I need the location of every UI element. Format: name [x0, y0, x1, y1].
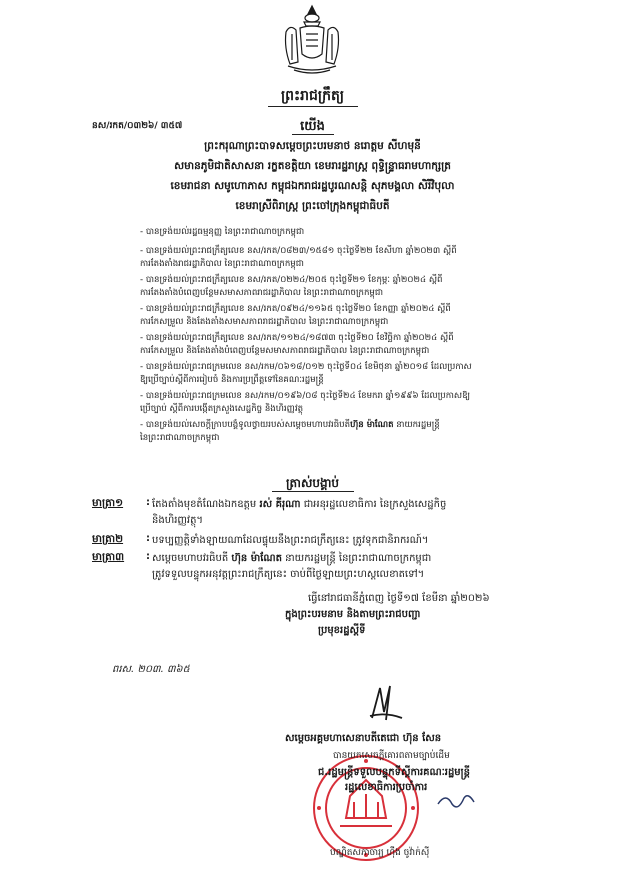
- king-title-line: ខេមរាស្រីពិរាស្ត្រ ព្រះចៅក្រុងកម្ពុជាធិបតី: [235, 200, 390, 212]
- done-at-date: ធ្វើនៅរាជធានីភ្នំពេញ ថ្ងៃទី១៧ ខែមីនា ឆ្នាំ២០២៦: [308, 593, 490, 604]
- article-text: ជាអនុរដ្ឋលេខាធិការ នៃក្រសួងសេដ្ឋកិច្ច: [300, 499, 447, 510]
- by-order-line: ក្នុងព្រះបរមនាម និងតាមព្រះរាជបញ្ជា: [285, 609, 421, 620]
- preamble-line: - បានទ្រង់យល់ព្រះរាជក្រមលេខ នស/រកម/០១៩៦/០៨ ចុះថ្ងៃទី២៤ ខែមករា ឆ្នាំ១៩៩៦ ដែលប្រកាសឱ្យ: [140, 391, 471, 401]
- handwritten-reference: ពរស. ២០៣. ៣៦៥: [112, 664, 190, 675]
- signer-name: សម្តេចអគ្គមហាសេនាបតីតេជោ ហ៊ុន សែន: [285, 733, 442, 744]
- king-title-line: ខេមរាជនា សមូហោភាស កម្ពុជឯករាជរដ្ឋបូរណសន្តិ សុភមង្គលា សិរីវិបុលា: [170, 180, 455, 192]
- preamble-line: - បានទ្រង់យល់ព្រះរាជក្រមលេខ នស/រកម/០៦១៨/០១២ ចុះថ្ងៃទី០៤ ខែមិថុនា ឆ្នាំ២០១៨ ដែលប្រកាស: [140, 362, 472, 372]
- article-colon: :: [146, 497, 150, 508]
- royal-arms-seal: [278, 4, 346, 76]
- article-1-text: [152, 497, 446, 512]
- countersign-title: ជ.រដ្ឋមន្ត្រីទទួលបន្ទុកទីស្តីការគណៈរដ្ឋមន្ត្រី: [318, 767, 470, 778]
- article-1-text: និងហិរញ្ញវត្ថុ។: [152, 515, 204, 526]
- certified-copy-line: បានយកសេចក្តីគោរពតាមច្បាប់ដើម: [333, 751, 450, 761]
- decides-heading: ត្រាស់បង្គាប់: [285, 476, 340, 490]
- article-3-label: មាត្រា៣: [92, 551, 125, 563]
- decides-underline: [272, 491, 354, 492]
- prime-minister-name: ហ៊ុន ម៉ាណែត: [231, 553, 282, 564]
- appointee-name: រស់ គីរុណា: [259, 499, 301, 510]
- preamble-line: - បានទ្រង់យល់ព្រះរាជក្រឹត្យលេខ នស/រកត/០៩២៤/១១៦៥ ចុះថ្ងៃទី២០ ខែកញ្ញា ឆ្នាំ២០២៤ ស្តីពី: [140, 304, 451, 314]
- article-2-label: មាត្រា២: [92, 533, 124, 545]
- preamble-line: [140, 419, 440, 431]
- preamble-line: ឱ្យប្រើច្បាប់ស្តីពីការរៀបចំ និងការប្រព្រឹត្តទៅនៃគណៈរដ្ឋមន្ត្រី: [140, 375, 324, 385]
- article-3-text: ត្រូវទទួលបន្ទុកអនុវត្តព្រះរាជក្រឹត្យនេះ ចាប់ពីថ្ងៃឡាយព្រះហស្តលេខាតទៅ។: [152, 569, 425, 580]
- preamble-line: - បានទ្រង់យល់ព្រះរាជក្រឹត្យលេខ នស/រកត/១១២៤/១៨៧៣ ចុះថ្ងៃទី២០ ខែវិច្ឆិកា ឆ្នាំ២០២៤ ស្តីពី: [140, 333, 454, 343]
- king-title-line: សមានភូមិជាតិសាសនា រក្ខតខត្តិយា ខេមរារដ្ឋរាស្ត្រ ពុទ្ធិន្ទ្រាធរាមហាក្សត្រ: [174, 160, 451, 172]
- preamble-text: - បានទ្រង់យល់សេចក្តីក្រាបបង្គំទូលថ្វាយរបស់សម្តេចមហាបវរធិបតី: [140, 420, 351, 430]
- preamble-line: នៃព្រះរាជាណាចក្រកម្ពុជា: [140, 433, 220, 443]
- article-2-text: បទប្បញ្ញត្តិទាំងឡាយណាដែលផ្ទុយនឹងព្រះរាជក្រឹត្យនេះ ត្រូវទុកជានិរាករណ៍។: [152, 535, 429, 546]
- countersign-title: រដ្ឋលេខាធិការប្រចាំការ: [345, 782, 428, 793]
- countersigner-name: បណ្ឌិតសភាចារ្យ ហ៊ឹង ចូវ៉ាក់ស៊ី: [330, 848, 430, 858]
- countersign-signature: [436, 790, 476, 812]
- prime-minister-name: ហ៊ុន ម៉ាណែត: [350, 420, 394, 430]
- article-colon: :: [146, 533, 150, 544]
- preamble-line: ប្រើច្បាប់ ស្តីពីការបង្កើតក្រសួងសេដ្ឋកិច្ច និងហិរញ្ញវត្ថុ: [140, 404, 304, 414]
- acting-head-of-state: ប្រមុខរដ្ឋស្តីទី: [318, 625, 366, 636]
- preamble-line: ការកែសម្រួល និងតែងតាំងសមាសភាពរាជរដ្ឋាភិបាល នៃព្រះរាជាណាចក្រកម្ពុជា: [140, 317, 389, 327]
- preamble-line: ការកែសម្រួល និងតែងតាំងបំពេញបន្ថែមសមាសភាពរាជរដ្ឋាភិបាល នៃព្រះរាជាណាចក្រកម្ពុជា: [140, 346, 430, 356]
- article-text: នាយករដ្ឋមន្ត្រី នៃព្រះរាជាណាចក្រកម្ពុជា: [281, 553, 432, 564]
- preamble-line: ការតែងតាំងរាជរដ្ឋាភិបាល នៃព្រះរាជាណាចក្រកម្ពុជា: [140, 259, 304, 269]
- we-underline: [292, 134, 334, 135]
- document-title: ព្រះរាជក្រឹត្យ: [280, 88, 345, 104]
- decree-reference: នស/រកត/០៣២៦/ ៣៥៧: [92, 121, 183, 131]
- preamble-text: នាយករដ្ឋមន្ត្រី: [393, 420, 440, 430]
- article-1-label: មាត្រា១: [92, 497, 124, 509]
- title-underline: [268, 106, 358, 107]
- king-title-line: ព្រះករុណាព្រះបាទសម្តេចព្រះបរមនាថ នរោត្តម សីហមុនី: [204, 140, 421, 152]
- signature: [366, 682, 406, 724]
- preamble-line: - បានទ្រង់យល់ព្រះរាជក្រឹត្យលេខ នស/រកត/០២២៤/២០៥ ចុះថ្ងៃទី២១ ខែកុម្ភៈ ឆ្នាំ២០២៤ ស្តីពី: [140, 275, 443, 285]
- we-heading: យើង: [300, 119, 325, 134]
- article-colon: :: [146, 551, 150, 562]
- article-text: តែងតាំងមុខតំណែងឯកឧត្តម: [152, 499, 260, 510]
- article-text: សម្តេចមហាបវរធិបតី: [152, 553, 232, 564]
- preamble-line: - បានទ្រង់យល់ព្រះរាជក្រឹត្យលេខ នស/រកត/០៨២៣/១៥៨១ ចុះថ្ងៃទី២២ ខែសីហា ឆ្នាំ២០២៣ ស្តីពី: [140, 246, 457, 256]
- article-3-text: [152, 551, 431, 566]
- preamble-line: ការតែងតាំងបំពេញបន្ថែមសមាសភាពរាជរដ្ឋាភិបាល នៃព្រះរាជាណាចក្រកម្ពុជា: [140, 288, 384, 298]
- preamble-line: - បានទ្រង់យល់រដ្ឋធម្មនុញ្ញ នៃព្រះរាជាណាចក្រកម្ពុជា: [140, 227, 305, 237]
